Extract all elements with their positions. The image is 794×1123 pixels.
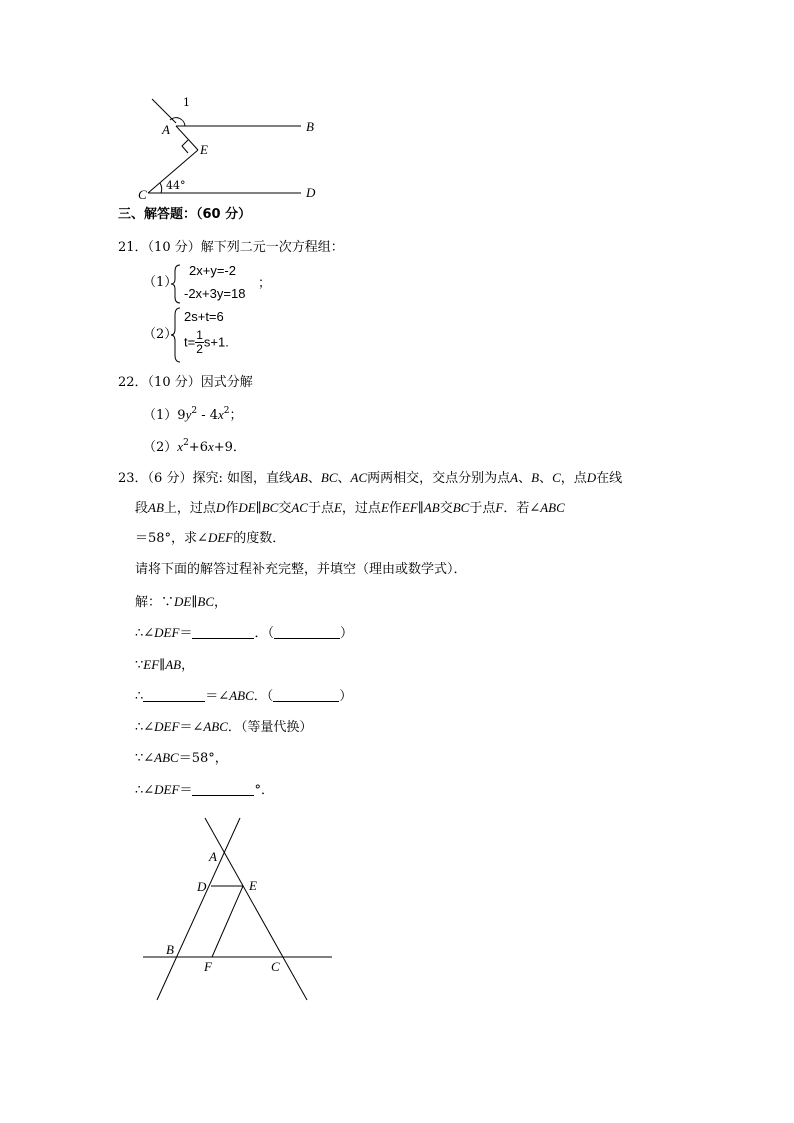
q23-seg-ab: AB	[423, 500, 440, 515]
q23-solution-step-4	[135, 689, 352, 703]
q23-text: ．（	[254, 626, 274, 641]
q23-sep: 、	[307, 471, 321, 486]
q23-ang-def: DEF	[207, 530, 234, 545]
q23-solution-step-6	[135, 751, 228, 765]
q23-ang-def: DEF	[154, 625, 180, 640]
q21-part2-eq2	[184, 329, 229, 355]
q21-part1-label: （1）	[143, 275, 178, 290]
q21-part2-label: （2）	[143, 327, 178, 342]
q23-text: ＝∠	[179, 720, 204, 735]
q23-text: ．（	[253, 689, 274, 704]
q23-text: °．	[254, 783, 274, 798]
q23-text: ∵	[135, 658, 144, 673]
q23-text: 解：∵	[135, 595, 175, 610]
q22-stem: 因式分解	[200, 375, 253, 390]
answer-blank-1[interactable]	[192, 626, 254, 639]
fig2-line-ac	[205, 818, 307, 1000]
fraction-denominator: 2	[196, 341, 203, 356]
q23-solution-step-1	[135, 595, 227, 609]
q23-text: 上，过点	[163, 501, 216, 516]
q23-text: ＝58°，求∠	[135, 531, 208, 546]
fig2-label-c: C	[271, 959, 280, 974]
figure-1-diagram	[0, 0, 794, 220]
q23-text: ∴∠	[135, 626, 155, 641]
q23-seg-de: DE	[174, 594, 192, 609]
q23-pt-a: A	[510, 470, 519, 485]
q21-score: （10 分）	[147, 240, 201, 255]
q22-part2-var-x2: x	[207, 439, 214, 454]
q23-parallel: ∥	[191, 595, 198, 610]
q23-text: ）	[339, 689, 353, 704]
q23-pt-b: B	[531, 470, 540, 485]
q21-part1-eq2: -2x+3y=18	[184, 286, 246, 301]
q23-text: ，点	[560, 471, 587, 486]
q23-pt-e: E	[380, 500, 389, 515]
q23-comma: ，	[214, 595, 228, 610]
q23-text: ．若∠	[503, 501, 541, 516]
fig1-right-angle-mark	[182, 140, 188, 153]
q22-part2-tail: +9．	[213, 440, 246, 455]
q23-text: ∵∠	[135, 751, 155, 766]
figure-2-diagram	[0, 800, 794, 1020]
fig1-label-c: C	[138, 187, 147, 202]
q23-seg-bc: BC	[261, 500, 279, 515]
q22-part1-var-y: y	[185, 407, 192, 422]
q23-text: 段	[135, 501, 149, 516]
q23-text: 交	[439, 501, 453, 516]
fig2-label-d: D	[197, 879, 207, 894]
q22-part1-exp1: 2	[191, 406, 198, 416]
fig1-label-d: D	[306, 185, 316, 200]
q23-solution-step-2	[135, 626, 353, 640]
q22-score: （10 分）	[147, 375, 201, 390]
q23-seg-ab: AB	[291, 470, 308, 485]
q23-seg-bc: BC	[197, 594, 214, 609]
q23-number: 23．	[118, 471, 148, 486]
q23-text: ）	[339, 626, 353, 641]
q23-text: 探究: 如图，直线	[192, 471, 292, 486]
q21-part2-eq2-left: t=	[184, 334, 196, 350]
q23-seg-ac: AC	[291, 500, 308, 515]
q23-pt-e: E	[333, 500, 342, 515]
q23-ang-def: DEF	[154, 782, 180, 797]
q23-text: 于点	[469, 501, 496, 516]
q23-solution-step-7	[135, 783, 274, 797]
fig2-label-b: B	[166, 942, 174, 957]
q21-part1-eq1: 2x+y=-2	[189, 263, 236, 278]
q21-header	[118, 241, 344, 254]
fig2-label-f: F	[204, 959, 212, 974]
q23-ang-abc: ABC	[154, 750, 179, 765]
section-3-title: 三、解答题：（60 分）	[118, 207, 252, 222]
answer-blank-3[interactable]	[192, 783, 254, 796]
fig1-label-a: A	[162, 122, 170, 137]
q22-part1-coef: 9	[177, 408, 186, 423]
q23-ang-def: DEF	[154, 719, 180, 734]
q23-ang-abc: ABC	[203, 719, 228, 734]
q22-part2	[143, 440, 246, 454]
q23-seg-ab: AB	[148, 500, 164, 515]
fig1-angle1-arc	[170, 118, 185, 126]
fig2-label-e: E	[249, 878, 257, 893]
q23-pt-d: D	[215, 500, 226, 515]
q23-text: 在线	[596, 471, 623, 486]
q23-text: 的度数．	[233, 531, 286, 546]
q23-text: 于点	[307, 501, 334, 516]
q22-part2-exp: 2	[183, 438, 189, 448]
q23-text: ＝	[179, 626, 193, 641]
q21-part2-tail: .	[225, 334, 229, 350]
q23-parallel: ∥	[159, 658, 166, 673]
q23-seg-ef: EF	[143, 657, 160, 672]
q23-seg-ab: AB	[165, 657, 182, 672]
fig1-line-ae	[176, 126, 198, 150]
q23-text: ＝	[179, 783, 193, 798]
fig2-segment-ef	[212, 886, 243, 957]
q23-text: ∴∠	[135, 720, 155, 735]
q23-text: ＝58°，	[178, 751, 228, 766]
q23-parallel: ∥	[255, 501, 262, 516]
q23-text: ．（等量代换）	[227, 720, 313, 735]
q22-part1-var-x: x	[218, 407, 224, 422]
reason-blank-1[interactable]	[274, 626, 340, 639]
q23-sep: 、	[518, 471, 532, 486]
q22-part1-exp2: 2	[223, 406, 230, 416]
q22-header	[118, 376, 253, 389]
q23-parallel: ∥	[417, 501, 424, 516]
q23-seg-ac: AC	[350, 470, 368, 485]
q23-score: （6 分）	[147, 471, 193, 486]
q23-text: 作	[388, 501, 402, 516]
q23-pt-d: D	[586, 470, 597, 485]
fig1-angle-c-arc	[160, 183, 162, 193]
q23-text: 交	[278, 501, 292, 516]
q23-text: ，过点	[341, 501, 381, 516]
fig1-label-angle-c: 44°	[166, 179, 186, 192]
q21-stem: 解下列二元一次方程组：	[200, 240, 344, 255]
q23-sep: 、	[539, 471, 553, 486]
fig2-label-a: A	[209, 849, 217, 864]
q23-line-3	[135, 531, 285, 545]
q22-part1	[143, 408, 243, 422]
q23-sep: 、	[337, 471, 351, 486]
q21-part2-eq2-right: s+1	[203, 334, 226, 350]
q23-solution-step-3	[135, 658, 194, 672]
q22-part1-tail: ；	[229, 408, 243, 423]
q23-solution-step-5	[135, 720, 312, 734]
q23-ang-abc: ABC	[229, 688, 254, 703]
q23-text: ＝∠	[205, 689, 230, 704]
fig1-label-b: B	[306, 119, 314, 134]
answer-blank-2[interactable]	[143, 689, 205, 702]
q23-line-1	[118, 471, 622, 485]
fig1-ray-a	[152, 99, 176, 123]
q21-part2-fraction	[195, 329, 204, 355]
q22-part2-label: （2）	[143, 440, 178, 455]
q22-part2-var-x: x	[177, 439, 184, 454]
q21-part2-eq1: 2s+t=6	[184, 309, 224, 324]
fraction-numerator: 1	[196, 328, 203, 342]
q23-seg-ef: EF	[401, 500, 418, 515]
q23-line-2	[135, 501, 565, 515]
q23-seg-bc: BC	[452, 500, 470, 515]
reason-blank-2[interactable]	[273, 689, 339, 702]
q21-part1-brace	[171, 264, 181, 304]
q23-text: ∴∠	[135, 783, 155, 798]
q23-text: 作	[225, 501, 239, 516]
q23-seg-de: DE	[238, 500, 256, 515]
q22-part1-label: （1）	[143, 408, 178, 423]
q22-part1-minus: - 4	[197, 408, 219, 423]
q21-number: 21．	[118, 240, 148, 255]
q23-comma: ，	[181, 658, 195, 673]
fig1-label-angle1: 1	[183, 96, 190, 109]
q21-part1-tail: ；	[258, 276, 272, 291]
fig2-line-ab	[157, 818, 240, 1000]
q23-instruction: 请将下面的解答过程补充完整，并填空（理由或数学式）．	[135, 562, 467, 577]
q23-pt-c: C	[552, 470, 561, 485]
q23-seg-bc: BC	[320, 470, 338, 485]
q22-part2-rest: +6	[188, 440, 208, 455]
fig1-label-e: E	[200, 142, 208, 157]
q23-text: 两两相交，交点分别为点	[367, 471, 511, 486]
q22-number: 22．	[118, 375, 148, 390]
q23-ang-abc: ABC	[540, 500, 565, 515]
q23-pt-f: F	[495, 500, 504, 515]
q21-part2-brace	[171, 307, 181, 363]
q23-text: ∴	[135, 689, 144, 704]
